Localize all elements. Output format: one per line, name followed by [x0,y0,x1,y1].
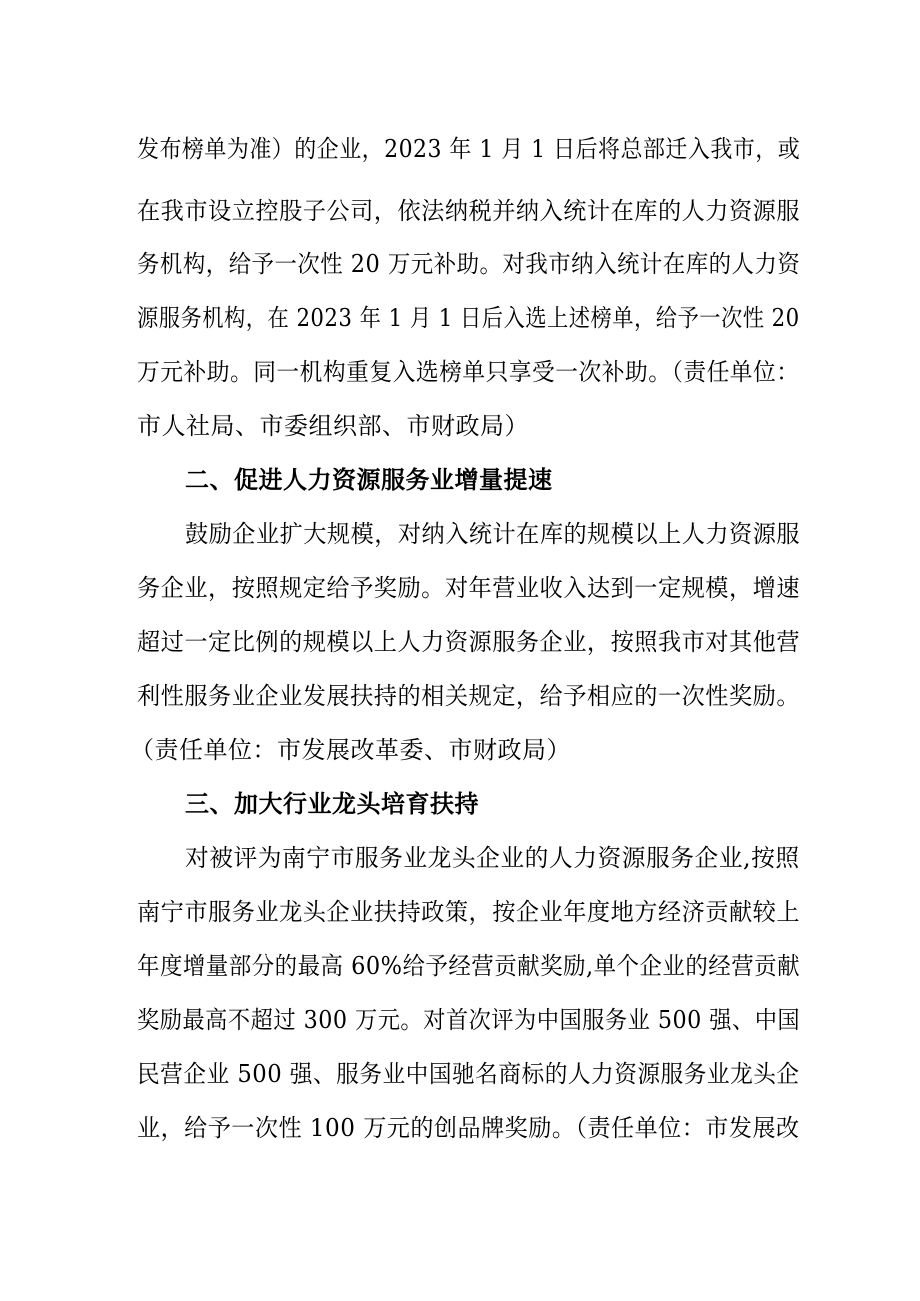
section-heading-3: 三、加大行业龙头培育扶持 [185,789,479,818]
paragraph-3-line-4: 奖励最高不超过 300 万元。对首次评为中国服务业 500 强、中国 [137,1006,801,1034]
paragraph-1-line-1: 发布榜单为准）的企业，2023 年 1 月 1 日后将总部迁入我市，或 [137,135,801,163]
paragraph-2-line-4: 利性服务业企业发展扶持的相关规定，给予相应的一次性奖励。 [137,682,801,710]
paragraph-2-line-1: 鼓励企业扩大规模，对纳入统计在库的规模以上人力资源服 [185,520,801,548]
paragraph-1-line-5: 万元补助。同一机构重复入选榜单只享受一次补助。（责任单位： [137,358,800,386]
paragraph-2-line-2: 务企业，按照规定给予奖励。对年营业收入达到一定规模，增速 [137,574,801,602]
paragraph-2-line-5: （责任单位：市发展改革委、市财政局） [130,736,571,764]
paragraph-3-line-3: 年度增量部分的最高 60%给予经营贡献奖励,单个企业的经营贡献 [137,952,801,980]
section-heading-2: 二、促进人力资源服务业增量提速 [185,465,553,494]
paragraph-3-line-6: 业，给予一次性 100 万元的创品牌奖励。（责任单位：市发展改 [137,1114,800,1142]
paragraph-3-line-5: 民营企业 500 强、服务业中国驰名商标的人力资源服务业龙头企 [137,1060,800,1088]
paragraph-3-line-2: 南宁市服务业龙头企业扶持政策，按企业年度地方经济贡献较上 [137,898,801,926]
paragraph-2-line-3: 超过一定比例的规模以上人力资源服务企业，按照我市对其他营 [137,628,801,656]
paragraph-1-line-6: 市人社局、市委组织部、市财政局） [137,412,529,440]
paragraph-1-line-3: 务机构，给予一次性 20 万元补助。对我市纳入统计在库的人力资 [137,250,801,278]
paragraph-1-line-4: 源服务机构，在 2023 年 1 月 1 日后入选上述榜单，给予一次性 20 [137,304,800,332]
paragraph-3-line-1: 对被评为南宁市服务业龙头企业的人力资源服务企业,按照 [185,844,800,872]
paragraph-1-line-2: 在我市设立控股子公司，依法纳税并纳入统计在库的人力资源服 [137,197,801,225]
